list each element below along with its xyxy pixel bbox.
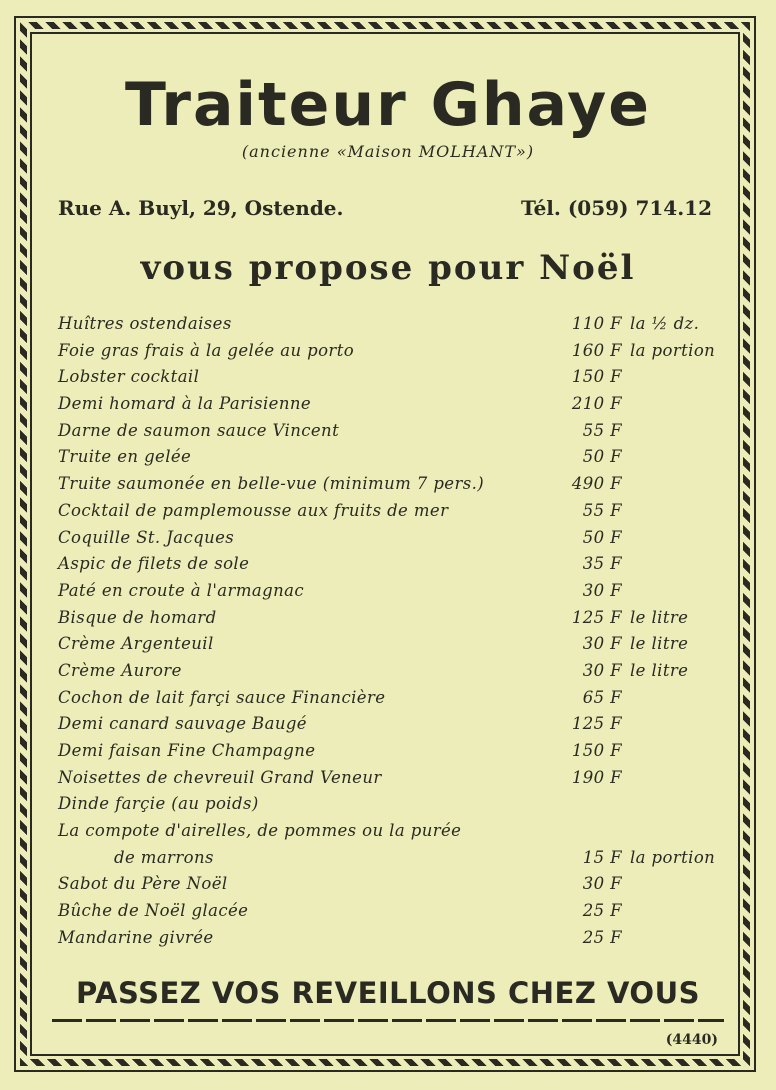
business-name: Traiteur Ghaye (125, 70, 651, 140)
menu-item-price: 25 F (582, 927, 622, 947)
menu-item-price: 30 F (582, 874, 622, 894)
menu-item-price: 30 F (582, 634, 622, 654)
menu-item (58, 501, 738, 528)
menu-item-name: Cochon de lait farçi sauce Financière (58, 687, 386, 707)
menu-item (58, 848, 738, 875)
menu-item-name: Dinde farçie (au poids) (58, 794, 259, 814)
menu-item-name: Cocktail de pamplemousse aux fruits de mer (58, 500, 449, 520)
menu-item-price: 35 F (582, 554, 622, 574)
address: Rue A. Buyl, 29, Ostende. (58, 196, 344, 220)
menu-item-name: Huîtres ostendaises (58, 314, 232, 333)
menu-item-name: Coquille St. Jacques (58, 527, 235, 547)
menu-item-name: Lobster cocktail (58, 367, 200, 387)
menu-item (58, 474, 738, 501)
menu-item (58, 794, 738, 821)
menu-item-name: Bisque de homard (58, 607, 217, 627)
menu-item-name: Aspic de filets de sole (58, 554, 250, 574)
menu-item (58, 341, 738, 368)
menu-item (58, 901, 738, 928)
menu-item-price: 30 F (582, 660, 622, 680)
menu-item-price: 50 F (582, 447, 622, 467)
menu-item-unit: le litre (630, 660, 689, 680)
menu-item (58, 554, 738, 581)
menu-item-price: 490 F (571, 474, 622, 494)
dashed-divider (52, 1019, 724, 1022)
menu-item-name: Truite en gelée (58, 447, 192, 467)
menu-item-name: de marrons (114, 847, 214, 867)
menu-item (58, 421, 738, 448)
menu-item-price: 190 F (571, 767, 622, 787)
menu-item-price: 55 F (582, 500, 622, 520)
menu-item (58, 528, 738, 555)
menu-item (58, 714, 738, 741)
menu-item-unit: le litre (630, 634, 689, 654)
reference-number: (4440) (665, 1032, 718, 1048)
menu-item (58, 821, 738, 848)
menu-item (58, 741, 738, 768)
menu-item-unit: la ½ dz. (630, 314, 700, 333)
menu-item-price: 210 F (571, 394, 622, 414)
menu-item-price: 55 F (582, 420, 622, 440)
menu-item-name: Darne de saumon sauce Vincent (58, 420, 340, 440)
menu-item (58, 314, 738, 341)
menu-item-price: 125 F (571, 607, 622, 627)
menu-item (58, 581, 738, 608)
phone-number: Tél. (059) 714.12 (520, 196, 712, 220)
slogan: PASSEZ VOS REVEILLONS CHEZ VOUS (75, 976, 701, 1010)
menu-item-price: 110 F (571, 314, 622, 333)
menu-item-price: 25 F (582, 901, 622, 921)
menu-item-name: Crème Argenteuil (58, 634, 214, 654)
menu-item-name: Noisettes de chevreuil Grand Veneur (58, 767, 382, 787)
menu-item-price: 50 F (582, 527, 622, 547)
menu-item-name: La compote d'airelles, de pommes ou la purée (58, 821, 462, 841)
ad-content (34, 36, 742, 1056)
menu-item-name: Mandarine givrée (58, 927, 214, 947)
menu-item-price: 15 F (582, 847, 622, 867)
menu-item-name: Sabot du Père Noël (58, 874, 228, 894)
menu-item (58, 688, 738, 715)
christmas-headline: vous propose pour Noël (140, 248, 636, 288)
menu-item-unit: la portion (630, 340, 716, 360)
menu-item (58, 634, 738, 661)
menu-item-name: Foie gras frais à la gelée au porto (58, 340, 355, 360)
menu-list (58, 314, 738, 955)
menu-item (58, 608, 738, 635)
menu-item (58, 661, 738, 688)
menu-item (58, 367, 738, 394)
menu-item-unit: la portion (630, 847, 716, 867)
menu-item (58, 394, 738, 421)
menu-item-price: 150 F (571, 367, 622, 387)
menu-item-name: Demi homard à la Parisienne (58, 394, 312, 414)
menu-item (58, 874, 738, 901)
menu-item-name: Truite saumonée en belle-vue (minimum 7 pers.) (58, 474, 485, 494)
menu-item-name: Bûche de Noël glacée (58, 901, 249, 921)
menu-item-price: 125 F (571, 714, 622, 734)
menu-item-unit: le litre (630, 607, 689, 627)
menu-item-name: Paté en croute à l'armagnac (58, 580, 304, 600)
menu-item-price: 150 F (571, 741, 622, 760)
menu-item-name: Demi canard sauvage Baugé (58, 714, 307, 734)
menu-item-price: 160 F (571, 340, 622, 360)
menu-item-price: 30 F (582, 580, 622, 600)
former-name: (ancienne «Maison MOLHANT») (241, 142, 535, 161)
menu-item-name: Demi faisan Fine Champagne (58, 741, 316, 760)
menu-item (58, 928, 738, 955)
menu-item (58, 768, 738, 795)
menu-item-name: Crème Aurore (58, 660, 182, 680)
menu-item-price: 65 F (582, 687, 622, 707)
menu-item (58, 447, 738, 474)
